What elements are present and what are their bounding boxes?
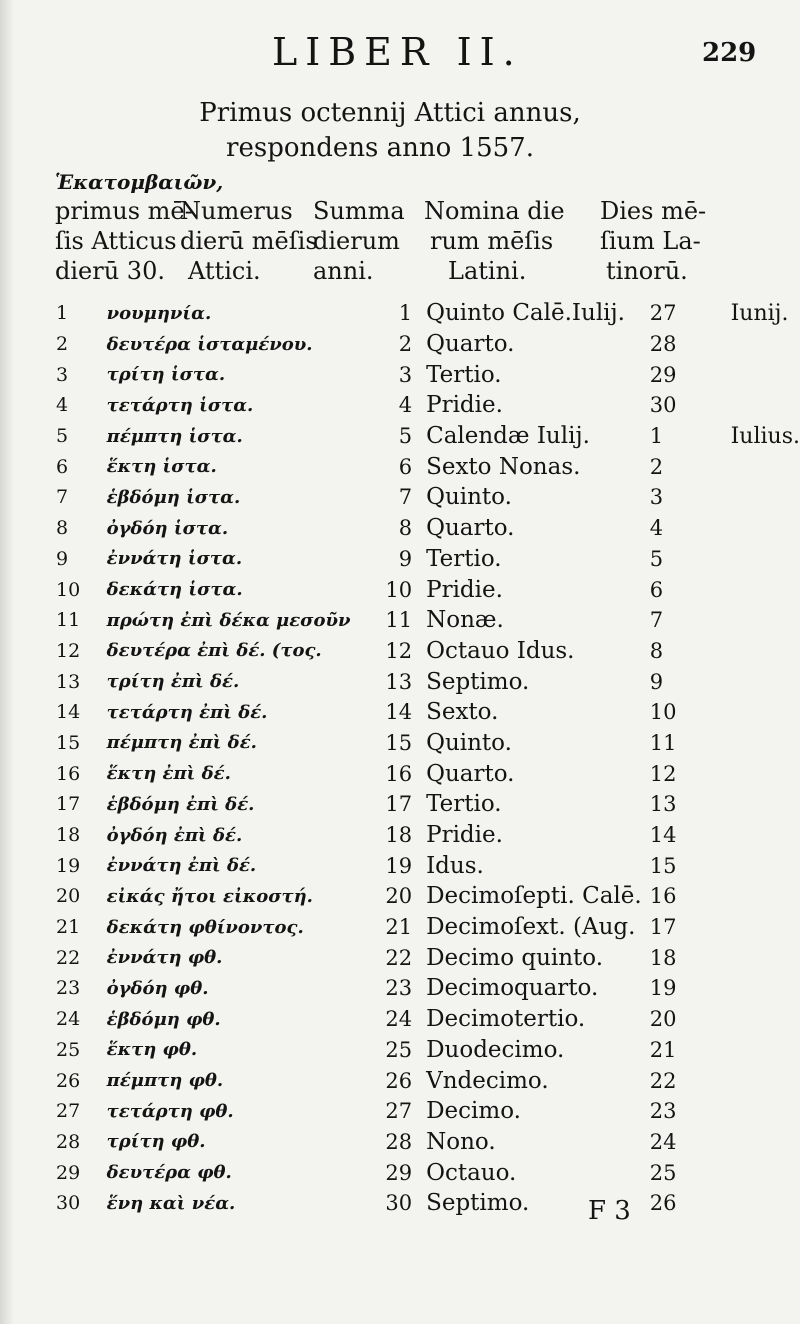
- running-head: [0, 30, 800, 80]
- row-latin-month-day: 2: [649, 454, 664, 479]
- row-day-number: 26: [56, 1069, 81, 1092]
- row-latin-month-day: 24: [649, 1129, 677, 1154]
- row-greek-day-name: ἑβδόμη ἐπὶ δέ.: [106, 793, 255, 815]
- row-day-number: 8: [56, 517, 69, 540]
- header-line: rum mēſis: [430, 227, 554, 255]
- row-latin-day-name: Nono.: [426, 1128, 496, 1155]
- row-year-sum: 1: [398, 301, 413, 326]
- row-greek-day-name: ὀγδόη ἐπὶ δέ.: [106, 824, 243, 846]
- row-latin-month-name: [731, 390, 800, 421]
- row-latin-month-day: 20: [649, 1007, 677, 1032]
- table-row: [46, 298, 800, 329]
- row-latin-month-day: 14: [649, 823, 677, 848]
- table-row: [46, 359, 800, 390]
- row-greek-day-name: δευτέρα ἐπὶ δέ. (τος.: [106, 640, 322, 662]
- row-year-sum: 29: [385, 1160, 413, 1185]
- row-latin-day-name: Tertio.: [426, 361, 502, 388]
- row-latin-month-name: [731, 942, 800, 973]
- row-latin-day-name: Decimo.: [426, 1098, 521, 1125]
- row-latin-day-name: Pridie.: [426, 576, 503, 603]
- row-day-number: 11: [56, 609, 81, 632]
- table-row: [46, 758, 800, 789]
- row-greek-day-name: ὀγδόη ἱστα.: [106, 517, 229, 539]
- row-greek-day-name: τρίτη φθ.: [106, 1131, 206, 1153]
- header-line: dierū 30.: [55, 257, 165, 285]
- row-latin-month-day: 21: [649, 1037, 677, 1062]
- row-latin-month-name: [731, 482, 800, 513]
- row-greek-day-name: ἕκτη ἐπὶ δέ.: [106, 763, 231, 785]
- running-head-title: LIBER II.: [272, 30, 523, 74]
- table-row: [46, 881, 800, 912]
- row-latin-month-name: Iulius.: [730, 423, 800, 449]
- row-latin-month-name: [731, 697, 800, 728]
- row-latin-day-name: Quarto.: [426, 760, 515, 787]
- row-latin-month-day: 10: [649, 700, 677, 725]
- header-line: Summa: [313, 197, 405, 225]
- row-latin-day-name: Octauo Idus.: [426, 637, 575, 664]
- row-year-sum: 9: [398, 546, 413, 571]
- signature-mark: F 3: [588, 1196, 631, 1226]
- row-year-sum: 16: [385, 761, 413, 786]
- row-day-number: 4: [56, 394, 69, 417]
- table-row: [46, 482, 800, 513]
- row-greek-day-name: τετάρτη ἐπὶ δέ.: [106, 701, 268, 723]
- row-latin-month-name: [731, 1157, 800, 1188]
- row-greek-day-name: δευτέρα φθ.: [106, 1162, 232, 1184]
- row-latin-month-name: [731, 666, 800, 697]
- row-day-number: 1: [56, 302, 69, 325]
- table-row: [46, 1188, 800, 1219]
- row-year-sum: 23: [385, 976, 413, 1001]
- row-latin-month-name: [731, 1065, 800, 1096]
- table-row: [46, 605, 800, 636]
- row-day-number: 14: [56, 701, 81, 724]
- header-line: dierū mēſis: [180, 227, 318, 255]
- header-line: anni.: [313, 257, 374, 285]
- row-latin-day-name: Septimo.: [426, 1190, 530, 1217]
- row-year-sum: 13: [385, 669, 413, 694]
- table-row: [46, 850, 800, 881]
- row-year-sum: 17: [385, 792, 413, 817]
- row-latin-month-name: [731, 636, 800, 667]
- table-row: [46, 789, 800, 820]
- table-row: [46, 666, 800, 697]
- row-latin-day-name: Tertio.: [426, 791, 502, 818]
- row-greek-day-name: πέμπτη φθ.: [106, 1070, 224, 1092]
- row-day-number: 7: [56, 486, 69, 509]
- header-line: Dies mē-: [600, 197, 707, 225]
- row-latin-month-name: [731, 359, 800, 390]
- table-row: [46, 544, 800, 575]
- page-edge-shadow: [0, 0, 14, 1324]
- row-day-number: 3: [56, 363, 69, 386]
- row-year-sum: 30: [385, 1191, 413, 1216]
- row-day-number: 16: [56, 762, 81, 785]
- row-greek-day-name: τρίτη ἱστα.: [106, 364, 226, 386]
- table-row: [46, 329, 800, 360]
- table-row: [46, 912, 800, 943]
- row-day-number: 20: [56, 885, 81, 908]
- row-greek-day-name: ἑβδόμη ἱστα.: [106, 486, 241, 508]
- row-latin-month-day: 6: [649, 577, 664, 602]
- row-latin-month-name: [731, 574, 800, 605]
- row-latin-month-name: [731, 1096, 800, 1127]
- row-day-number: 18: [56, 824, 81, 847]
- row-latin-month-day: 8: [649, 638, 664, 663]
- row-latin-month-name: [731, 912, 800, 943]
- row-latin-month-day: 11: [649, 730, 677, 755]
- row-latin-day-name: Quarto.: [426, 515, 515, 542]
- table-row: [46, 697, 800, 728]
- row-year-sum: 28: [385, 1129, 413, 1154]
- row-year-sum: 5: [398, 424, 413, 449]
- row-latin-day-name: Quarto.: [426, 331, 515, 358]
- row-latin-day-name: Sexto Nonas.: [426, 453, 581, 480]
- header-line: Numerus: [180, 197, 293, 225]
- row-latin-month-day: 1: [649, 424, 664, 449]
- row-day-number: 19: [56, 854, 81, 877]
- row-latin-month-name: [731, 513, 800, 544]
- table-row: [46, 1035, 800, 1066]
- table-row: [46, 636, 800, 667]
- row-latin-day-name: Tertio.: [426, 545, 502, 572]
- row-greek-day-name: εἰκάς ἤτοι εἰκοστή.: [106, 885, 313, 907]
- column-header-year-sum: [313, 196, 405, 286]
- row-greek-day-name: δεκάτη ἱστα.: [106, 579, 243, 601]
- row-year-sum: 19: [385, 853, 413, 878]
- row-latin-month-day: 29: [649, 362, 677, 387]
- row-greek-day-name: τετάρτη ἱστα.: [106, 394, 254, 416]
- row-greek-day-name: τετάρτη φθ.: [106, 1100, 234, 1122]
- row-latin-month-day: 18: [649, 945, 677, 970]
- column-header-latin-month-days: [600, 196, 706, 286]
- row-year-sum: 4: [398, 393, 413, 418]
- row-latin-month-name: [731, 1004, 800, 1035]
- row-greek-day-name: ἐννάτη ἱστα.: [106, 548, 243, 570]
- row-latin-month-day: 15: [649, 853, 677, 878]
- table-row: [46, 1127, 800, 1158]
- table-row: [46, 574, 800, 605]
- row-latin-day-name: Duodecimo.: [426, 1036, 565, 1063]
- row-greek-day-name: πρώτη ἐπὶ δέκα μεσοῦν: [106, 609, 351, 631]
- row-day-number: 15: [56, 731, 81, 754]
- row-year-sum: 12: [385, 638, 413, 663]
- header-line: primus mē-: [55, 197, 193, 225]
- header-line: Attici.: [188, 257, 261, 285]
- row-latin-day-name: Pridie.: [426, 822, 503, 849]
- row-latin-day-name: Decimotertio.: [426, 1006, 586, 1033]
- row-latin-month-day: 3: [649, 485, 664, 510]
- row-latin-month-name: [731, 789, 800, 820]
- row-latin-month-day: 5: [649, 546, 664, 571]
- row-day-number: 21: [56, 916, 81, 939]
- row-latin-month-day: 23: [649, 1099, 677, 1124]
- row-latin-day-name: Quinto.: [426, 729, 512, 756]
- row-latin-month-name: [731, 728, 800, 759]
- table-row: [46, 421, 800, 452]
- row-year-sum: 22: [385, 945, 413, 970]
- row-day-number: 29: [56, 1161, 81, 1184]
- row-latin-month-name: [731, 1035, 800, 1066]
- row-latin-month-name: [731, 881, 800, 912]
- row-year-sum: 8: [398, 516, 413, 541]
- row-greek-day-name: ἑβδόμη φθ.: [106, 1008, 221, 1030]
- row-year-sum: 3: [398, 362, 413, 387]
- header-line: ſis Atticus: [55, 227, 177, 255]
- table-row: [46, 1004, 800, 1035]
- row-year-sum: 6: [398, 454, 413, 479]
- row-latin-day-name: Quinto.: [426, 484, 512, 511]
- row-latin-day-name: Nonæ.: [426, 607, 504, 634]
- row-latin-month-day: 7: [649, 608, 664, 633]
- row-latin-day-name: Decimo quinto.: [426, 944, 604, 971]
- row-latin-day-name: Quinto Calē.Iulij.: [426, 300, 625, 327]
- greek-month-label: Ἑκατομβαιῶν,: [55, 170, 224, 194]
- row-latin-month-day: 27: [649, 301, 677, 326]
- column-header-day-number: [180, 196, 318, 286]
- row-greek-day-name: ἕκτη ἱστα.: [106, 456, 217, 478]
- row-latin-month-day: 26: [649, 1191, 677, 1216]
- row-latin-month-day: 30: [649, 393, 677, 418]
- header-line: dierum: [313, 227, 400, 255]
- row-greek-day-name: ἕκτη φθ.: [106, 1039, 198, 1061]
- row-greek-day-name: πέμπτη ἐπὶ δέ.: [106, 732, 257, 754]
- table-row: [46, 1157, 800, 1188]
- row-year-sum: 27: [385, 1099, 413, 1124]
- row-latin-day-name: Octauo.: [426, 1159, 517, 1186]
- row-day-number: 12: [56, 639, 81, 662]
- column-header-latin-day-names: [424, 196, 565, 286]
- row-day-number: 2: [56, 333, 69, 356]
- row-latin-month-name: [731, 1188, 800, 1219]
- table-row: [46, 728, 800, 759]
- row-latin-month-day: 22: [649, 1068, 677, 1093]
- row-greek-day-name: πέμπτη ἱστα.: [106, 425, 243, 447]
- row-latin-day-name: Calendæ Iulij.: [426, 423, 590, 450]
- row-latin-month-day: 19: [649, 976, 677, 1001]
- row-year-sum: 2: [398, 332, 413, 357]
- table-title-line-2: respondens anno 1557.: [226, 133, 534, 163]
- row-year-sum: 26: [385, 1068, 413, 1093]
- row-latin-month-day: 13: [649, 792, 677, 817]
- row-latin-day-name: Vndecimo.: [426, 1067, 549, 1094]
- row-year-sum: 25: [385, 1037, 413, 1062]
- row-year-sum: 14: [385, 700, 413, 725]
- row-day-number: 10: [56, 578, 81, 601]
- header-line: Nomina die: [424, 197, 565, 225]
- row-latin-month-name: [731, 544, 800, 575]
- row-latin-month-name: [731, 758, 800, 789]
- row-day-number: 22: [56, 946, 81, 969]
- row-latin-day-name: Decimoquarto.: [426, 975, 599, 1002]
- row-year-sum: 11: [385, 608, 413, 633]
- row-day-number: 28: [56, 1130, 81, 1153]
- row-latin-month-name: Iunij.: [730, 300, 789, 326]
- row-day-number: 9: [56, 547, 69, 570]
- row-greek-day-name: δευτέρα ἱσταμένου.: [106, 333, 313, 355]
- table-row: [46, 1065, 800, 1096]
- row-day-number: 30: [56, 1192, 81, 1215]
- row-latin-month-day: 12: [649, 761, 677, 786]
- table-row: [46, 513, 800, 544]
- page-number: 229: [702, 38, 757, 68]
- row-greek-day-name: νουμηνία.: [106, 302, 212, 324]
- calendar-table: [46, 298, 800, 1219]
- row-greek-day-name: ἐννάτη ἐπὶ δέ.: [106, 855, 257, 877]
- row-day-number: 13: [56, 670, 81, 693]
- row-latin-month-day: 28: [649, 332, 677, 357]
- row-latin-day-name: Pridie.: [426, 392, 503, 419]
- row-day-number: 5: [56, 425, 69, 448]
- table-row: [46, 390, 800, 421]
- row-latin-month-day: 17: [649, 915, 677, 940]
- calendar-table-body: [46, 298, 800, 1219]
- row-latin-month-name: [731, 850, 800, 881]
- row-latin-day-name: Decimoſext. (Aug.: [426, 914, 636, 941]
- row-greek-day-name: δεκάτη φθίνοντος.: [106, 916, 304, 938]
- row-greek-day-name: ὀγδόη φθ.: [106, 977, 209, 999]
- row-day-number: 6: [56, 455, 69, 478]
- row-greek-day-name: ἕνη καὶ νέα.: [106, 1192, 236, 1214]
- row-year-sum: 7: [398, 485, 413, 510]
- row-latin-day-name: Idus.: [426, 852, 484, 879]
- row-latin-month-day: 9: [649, 669, 664, 694]
- row-latin-day-name: Decimoſepti. Calē.: [426, 883, 642, 910]
- row-greek-day-name: τρίτη ἐπὶ δέ.: [106, 671, 240, 693]
- table-row: [46, 973, 800, 1004]
- row-latin-month-name: [731, 605, 800, 636]
- row-day-number: 27: [56, 1100, 81, 1123]
- table-row: [46, 820, 800, 851]
- row-latin-month-name: [731, 329, 800, 360]
- row-latin-day-name: Sexto.: [426, 699, 499, 726]
- table-row: [46, 1096, 800, 1127]
- row-latin-month-day: 25: [649, 1160, 677, 1185]
- header-line: tinorū.: [606, 257, 688, 285]
- row-greek-day-name: ἐννάτη φθ.: [106, 947, 223, 969]
- row-year-sum: 18: [385, 823, 413, 848]
- row-day-number: 24: [56, 1008, 81, 1031]
- header-line: ſium La-: [600, 227, 701, 255]
- row-latin-month-name: [731, 820, 800, 851]
- table-row: [46, 942, 800, 973]
- row-day-number: 23: [56, 977, 81, 1000]
- row-day-number: 17: [56, 793, 81, 816]
- column-header-attic-month: [55, 196, 193, 286]
- row-latin-month-name: [731, 973, 800, 1004]
- row-day-number: 25: [56, 1038, 81, 1061]
- row-latin-month-day: 4: [649, 516, 664, 541]
- row-year-sum: 20: [385, 884, 413, 909]
- row-latin-month-name: [731, 451, 800, 482]
- row-latin-day-name: Septimo.: [426, 668, 530, 695]
- header-line: Latini.: [448, 257, 527, 285]
- row-year-sum: 10: [385, 577, 413, 602]
- row-year-sum: 21: [385, 915, 413, 940]
- row-latin-month-day: 16: [649, 884, 677, 909]
- table-title-line-1: Primus octennij Attici annus,: [199, 98, 581, 128]
- row-year-sum: 24: [385, 1007, 413, 1032]
- row-latin-month-name: [731, 1127, 800, 1158]
- table-row: [46, 451, 800, 482]
- row-year-sum: 15: [385, 730, 413, 755]
